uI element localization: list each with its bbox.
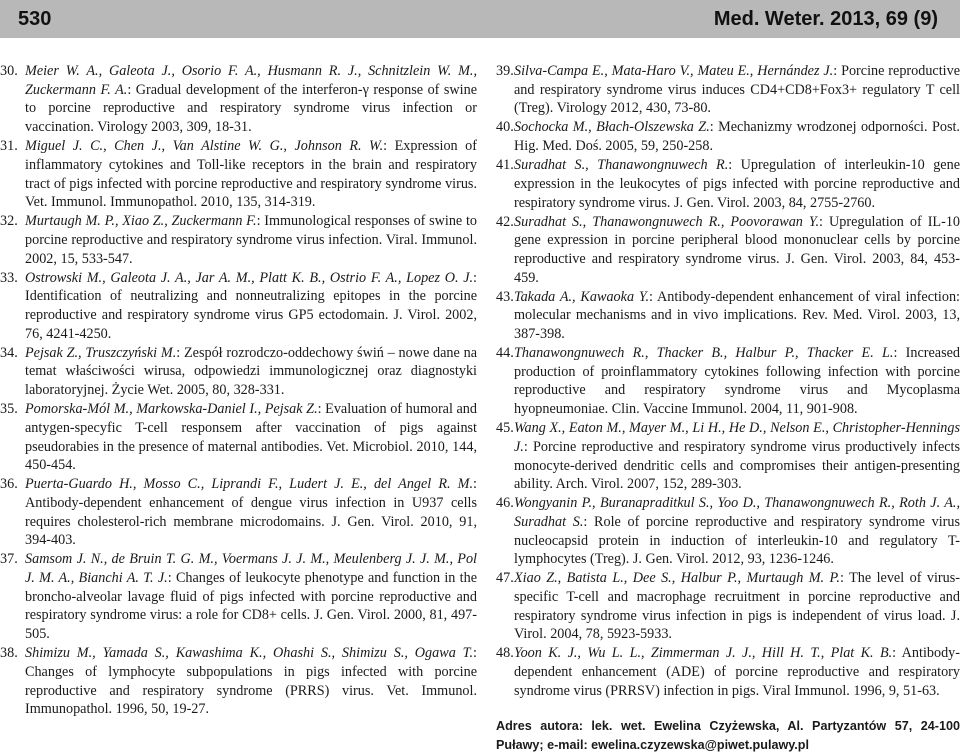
reference-item (0, 212, 477, 268)
reference-number: 40. (496, 119, 514, 136)
reference-number: 43. (496, 288, 514, 305)
reference-authors: Meier W. A., Galeota J., Osorio F. A., Husmann R. J., Schnitzlein W. M., Zuckermann F. A. (25, 63, 477, 98)
reference-item (496, 288, 960, 344)
reference-text: : Increased production of proinflammatory cytokines following infection with porcine reproductive and respiratory syndrome virus and Mycoplasma hyopneumoniae. Clin. Vaccine Immunol. 2004, 11, 901-908. (514, 345, 960, 418)
reference-number: 32. (0, 213, 18, 230)
reference-authors: Murtaugh M. P., Xiao Z., Zuckermann F. (25, 213, 257, 230)
reference-item (496, 644, 960, 700)
reference-text: : Gradual development of the interferon-γ response of swine to porcine reproductive and respiratory syndrome virus infection or vaccination. Virology 2003, 309, 18-31. (25, 81, 478, 136)
author-address: Adres autora: lek. wet. Ewelina Czyżewska, Al. Partyzantów 57, 24-100 Puławy; e-mail: ewelina.czyzewska@piwet.pulawy.pl (496, 718, 960, 752)
reference-authors: Pomorska-Mól M., Markowska-Daniel I., Pejsak Z. (25, 401, 318, 418)
reference-text: : Expression of inflammatory cytokines and Toll-like receptors in the brain and respiratory tract of pigs infected with porcine reproductive and respiratory syndrome virus. Vet. Immunol. Immunopathol. 2010, 135, 314-319. (25, 138, 477, 211)
reference-authors: Thanawongnuwech R., Thacker B., Halbur P., Thacker E. L. (514, 345, 894, 362)
reference-number: 37. (0, 551, 18, 568)
reference-text: : Role of porcine reproductive and respiratory syndrome virus nucleocapsid protein in induction of interleukin-10 and regulatory T-lymphocytes (Treg). J. Gen. Virol. 2012, 93, 1236-1246. (514, 513, 960, 568)
reference-number: 42. (496, 213, 514, 230)
reference-item (496, 62, 960, 118)
reference-item (496, 494, 960, 569)
reference-text: : Changes of lymphocyte subpopulations in pigs infected with porcine reproductive and respiratory syndrome (PRRS) virus. Vet. Immunol. Immunopathol. 1996, 50, 19-27. (25, 645, 477, 718)
reference-text: : Zespół rozrodczo-oddechowy świń – nowe dane na temat właściwości wirusa, odpowiedzi immunologicznej oraz diagnostyki laboratoryjnej. Życie Wet. 2005, 80, 328-331. (25, 344, 478, 399)
reference-item (496, 118, 960, 155)
reference-authors: Yoon K. J., Wu L. L., Zimmerman J. J., Hill H. T., Plat K. B. (514, 645, 893, 662)
reference-text: : Mechanizmy wrodzonej odporności. Post. Hig. Med. Doś. 2005, 59, 250-258. (514, 119, 960, 155)
reference-text: : Upregulation of interleukin-10 gene expression in the leukocytes of pigs infected with porcine reproductive and respiratory syndrome virus. J. Gen. Virol. 2003, 84, 2755-2760. (514, 157, 960, 211)
reference-number: 38. (0, 645, 18, 662)
reference-number: 34. (0, 344, 18, 361)
reference-text: : Antibody-dependent enhancement of dengue virus infection in U937 cells requires cholesterol-rich membrane microdomains. J. Gen. Virol. 2010, 91, 394-403. (25, 476, 477, 549)
reference-authors: Pejsak Z., Truszczyński M. (25, 344, 177, 361)
reference-number: 30. (0, 63, 18, 79)
reference-text: : Porcine reproductive and respiratory syndrome virus productively infects monocyte-derived dendritic cells and compromises their antigen-presenting ability. Arch. Virol. 2007, 152, 289-303. (514, 438, 960, 493)
journal-citation: Med. Weter. 2013, 69 (9) (713, 7, 938, 30)
reference-item (0, 644, 477, 719)
reference-item (496, 213, 960, 288)
reference-item (0, 269, 477, 344)
reference-number: 35. (0, 401, 18, 418)
reference-text: : Evaluation of humoral and antygen-specyfic T-cell responsem after vaccination of pigs against pseudorabies in the presence of maternal antibodies. Vet. Microbiol. 2010, 144, 450-454. (25, 401, 477, 474)
reference-number: 31. (0, 138, 18, 155)
reference-text: : The level of virus-specific T-cell and macrophage recruitment in porcine reproductive and respiratory syndrome virus infection in pigs is independent of virus load. J. Virol. 2004, 78, 5923-5933. (514, 570, 960, 643)
reference-column-left (0, 62, 477, 719)
page-header (0, 0, 960, 38)
reference-item (0, 62, 477, 137)
reference-number: 41. (496, 157, 514, 174)
reference-number: 33. (0, 269, 18, 286)
reference-text: : Antibody-dependent enhancement of viral infection: molecular mechanisms and in vivo implications. Rev. Med. Virol. 2003, 13, 387-398. (514, 288, 960, 343)
reference-item (496, 569, 960, 644)
reference-number: 36. (0, 476, 18, 493)
reference-text: : Upregulation of IL-10 gene expression in porcine peripheral blood mononuclear cells by porcine reproductive and respiratory syndrome virus. J. Gen. Virol. 2003, 84, 453-459. (514, 213, 960, 286)
reference-authors: Xiao Z., Batista L., Dee S., Halbur P., Murtaugh M. P. (514, 570, 840, 587)
page-number: 530 (18, 7, 52, 30)
reference-authors: Takada A., Kawaoka Y. (514, 288, 650, 305)
reference-item (496, 419, 960, 494)
reference-item (0, 344, 477, 400)
reference-text: : Changes of leukocyte phenotype and function in the broncho-alveolar lavage fluid of pigs infected with porcine reproductive and respiratory syndrome virus: a role for CD8+ cells. J. Gen. Virol. 2000, 81, 497-505. (25, 570, 477, 643)
reference-number: 47. (496, 570, 514, 587)
reference-authors: Ostrowski M., Galeota J. A., Jar A. M., Platt K. B., Ostrio F. A., Lopez O. J. (25, 269, 474, 286)
reference-column-right (496, 62, 960, 755)
reference-authors: Miguel J. C., Chen J., Van Alstine W. G., Johnson R. W. (25, 138, 384, 155)
reference-authors: Silva-Campa E., Mata-Haro V., Mateu E., Hernández J. (514, 63, 834, 79)
reference-authors: Shimizu M., Yamada S., Kawashima K., Ohashi S., Shimizu S., Ogawa T. (25, 645, 474, 662)
reference-item (0, 137, 477, 212)
reference-item (0, 475, 477, 550)
reference-number: 44. (496, 345, 514, 362)
reference-text: : Immunological responses of swine to porcine reproductive and respiratory syndrome virus infection. Viral. Immunol. 2002, 15, 533-547. (25, 213, 477, 267)
reference-number: 45. (496, 420, 514, 437)
reference-item (496, 156, 960, 212)
reference-authors: Suradhat S., Thanawongnuwech R., Poovorawan Y. (514, 213, 820, 230)
reference-text: : Antibody-dependent enhancement (ADE) of porcine reproductive and respiratory syndrome virus (PRRSV) infection in pigs. Viral Immunol. 1996, 9, 51-63. (514, 645, 960, 699)
reference-authors: Sochocka M., Błach-Olszewska Z. (514, 119, 710, 136)
reference-item (0, 400, 477, 475)
reference-number: 48. (496, 645, 514, 662)
reference-authors: Wang X., Eaton M., Mayer M., Li H., He D., Nelson E., Christopher-Hennings J. (514, 420, 960, 455)
reference-text: : Porcine reproductive and respiratory syndrome virus induces CD4+CD8+Fox3+ regulatory T cell (Treg). Virology 2012, 430, 73-80. (514, 63, 960, 117)
reference-number: 46. (496, 495, 514, 512)
reference-authors: Puerta-Guardo H., Mosso C., Liprandi F., Ludert J. E., del Angel R. M. (25, 476, 474, 493)
reference-text: : Identification of neutralizing and nonneutralizing epitopes in the porcine reproductive and respiratory syndrome virus GP5 ectodomain. J. Virol. 2002, 76, 4241-4250. (25, 269, 477, 342)
reference-authors: Samsom J. N., de Bruin T. G. M., Voermans J. J. M., Meulenberg J. J. M., Pol J. M. A., Bianchi A. T. J. (25, 551, 477, 587)
reference-authors: Wongyanin P., Buranapraditkul S., Yoo D., Thanawongnuwech R., Roth J. A., Suradhat S. (514, 495, 960, 530)
reference-item (0, 550, 477, 644)
reference-item (496, 344, 960, 419)
reference-authors: Suradhat S., Thanawongnuwech R. (514, 157, 729, 174)
reference-number: 39. (496, 63, 514, 79)
